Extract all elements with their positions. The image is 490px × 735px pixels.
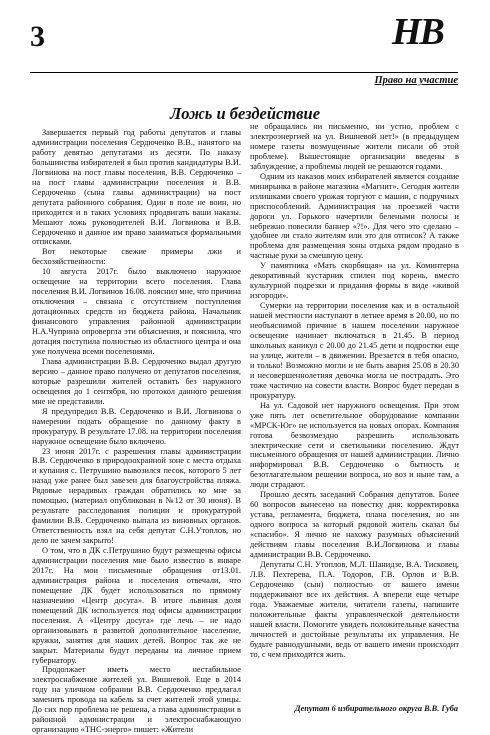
paragraph: У памятника «Мать скорбящая» на ул. Коминтерна декоративный кустарник спилен под корень, вместо культурной подрезки и придания формы в виде «живой изгороди».	[250, 261, 459, 301]
paragraph: Вот некоторые свежие примеры лжи и бесхозяйственности:	[32, 247, 241, 267]
paragraph: Сумерки на территории поселения как и в остальной нашей местности наступают в летнее время в 20.00, но по необъяснимой причине в нашем поселении наружное освещение начинает включаться в 21.45. В период школьных каникул с 20.00 до 21.45 дети и подростки еще на улице, жители – в движении. Врезается в тебя опасно, и только! Возможно могли и не быть авария 25.08 в 20.30 и несовершеннолетняя девочка могла не пострадать. Это тоже частично на совести власти. Вопрос будет передан в прокуратуру.	[250, 301, 459, 400]
newspaper-logo: НВ	[392, 11, 443, 53]
paragraph: Завершается первый год работы депутатов и главы администрации поселения Сердюченко В.В., нанятого на работу девятью депутатами из десяти. По наказу большинства избирателей я был против кандидатуры В.И. Логвинова на пост главы поселения, В.В. Сердюченко – на пост главы администрации поселения и В.В. Сердюченко (сына главы администрации) на пост депутата районного собрания. Один в поле не воин, но приходится и в таких условиях продвигать ваши наказы. Мешают ложь руководителей В.И. Логвинова и В.В. Сердюченко и данное им право заниматься формальными отписками.	[32, 128, 241, 247]
header-divider	[30, 72, 458, 73]
author-signature: Депутат 6 избирательного округа В.В. Губа	[294, 704, 458, 713]
article-title: Ложь и бездействие	[169, 104, 321, 123]
paragraph: 23 июня 2017г. с разрешения главы администрации В.В. Сердюченко в природоохранной зоне с места отдыха и купания с. Петрушино вывозился песок, которого 5 лет назад уже ранее был завезен для благоустройства пляжа. Рядовые нерадивых граждан обратились ко мне за помощью. (материал опубликован в №12 от 30 июня). В результате расследования полиции и прокуратурой фамилии В.В. Сердюченко выпала из виновных органов. Ответственность взял на себя депутат С.Н.Утоплов, но дело не зачем закрыто!	[32, 446, 241, 546]
paragraph: Депутаты С.Н. Утоплов, М.Л. Шанидзе, В.А. Тисковец, Л.В. Пехтерева, П.А. Тодоров, Г.В. Орлов и В.В. Сердюченко (сын) полностью от вашего имени поддерживают все их действия. А вперели еще четыре года. Уважаемые жители, читатели газеты, напишите положительные факты управленческой деятельности нашей власти. Помогите увидеть положительные качества личностей и достойные результаты их управления. Не будьте равнодушными, ведь от вашего имени происходит то, с чем приходится жить.	[250, 559, 459, 659]
paragraph: 10 августа 2017г. было выключено наружное освещение на территории всего поселения. Глава поселения В.И. Логвинов 16.08. пояснил мне, что причина отключения – связана с отсутствием поступления дотационных средств из бюджета района. Начальник финансового управления районной администрации Н.А.Чуприна опровергла эти объяснения, и пояснила, что дотация поступила полностью из областного центра и она уже получена всеми поселениями.	[32, 267, 241, 356]
paragraph: Прошло десять заседаний Собрания депутатов. Более 60 вопросов вынесено на повестку дня: корректировка устава, регламента, бюджета, плана поселения, но ни одного вопроса за который рядовой житель сказал бы «спасибо». Я лично не нахожу разумных объяснений действиям главы поселения В.И.Логвинова и главы администрации В.В. Сердюченко.	[250, 490, 459, 559]
paragraph: На ул. Садовой нет наружного освещения. При этом уже пять лет осветительное оборудование компании «МРСК-Юг» не используется на новых опорах. Компания готова безвозмездно разрешить использовать электрические сети и светильники поселению. Ждут письменного обращения от нашей администрации. Лично информировал В.В. Сердюченко о бытность и безотлагательном решении вопроса, но воз и ныне там, а люди страдают.	[250, 400, 459, 490]
paragraph: Продолжает иметь место нестабильное электроснабжение жителей ул. Вишневой. Еще в 2014 году на уличном собрании В.В. Сердюченко предлагал заменить провода на кабель за счет жителей этой улицы. До сих пор проблема не решена, а глава администрации в районной администрации и электроснабжающую организацию «ТНС-энерго» пишет: «Жители	[32, 665, 241, 735]
article-column-left	[32, 128, 241, 735]
paragraph: Глава администрации В.В. Сердюченко выдал другую версию – данное право получено от депутатов поселения, которые разрешили жителей оставить без наружного освещения до 1 сентября, но протокол данного решения мне не представили.	[32, 356, 241, 406]
article-column-right	[250, 122, 459, 659]
page-number: 3	[30, 20, 45, 53]
paragraph: Я предупредил В.В. Сердюченко и В.И. Логвинова о намерении подать обращение по данному факту в прокуратуру. В результате 17.08. на территории поселения наружное освещение было включено.	[32, 406, 241, 446]
paragraph: Одним из наказов моих избирателей является создание минирынка в районе магазина «Магнит». Сегодня жители излишками своего урожая торгуют с машин, с подручных приспособлений. Администрация на проезжей части дороги ул. Горького начертили белеными полосы и небрежно повесили баннер «?!». Для чего это сделано – удобнее ли стало жителям или это для отписок? А также проблема для размещения зоны отдыха рядом продано в частные руки за смешную цену.	[250, 171, 459, 261]
paragraph: не обращались ни письменно, ни устно, проблем с электроэнергией на ул. Вишневой нет!» (в предыдущем номере газеты возмущенные жители писали об этой проблеме). Вышестоящие организации введены в заблуждение, а проблемы людей не решаются годами.	[250, 122, 459, 171]
rubric-label: Право на участие	[374, 75, 458, 86]
paragraph: О том, что в ДК с.Петрушино будут размещены офисы администрации поселения мне было известно в январе 2017г. На мои письменные обращения от13.01. администрация района и поселения отвечали, что помещение ДК будет использоваться по прямому назначению «Центр досуга». В итоге львиная доля помещений ДК используется под офисы администрации поселения. А «Центру досуга» где лечь – не надо организовывать в развитой дополнительное население, кружки, занятия для наших детей. Вопрос так же не закрыт. Материалы будут переданы на личное прием губернатору.	[32, 546, 241, 665]
